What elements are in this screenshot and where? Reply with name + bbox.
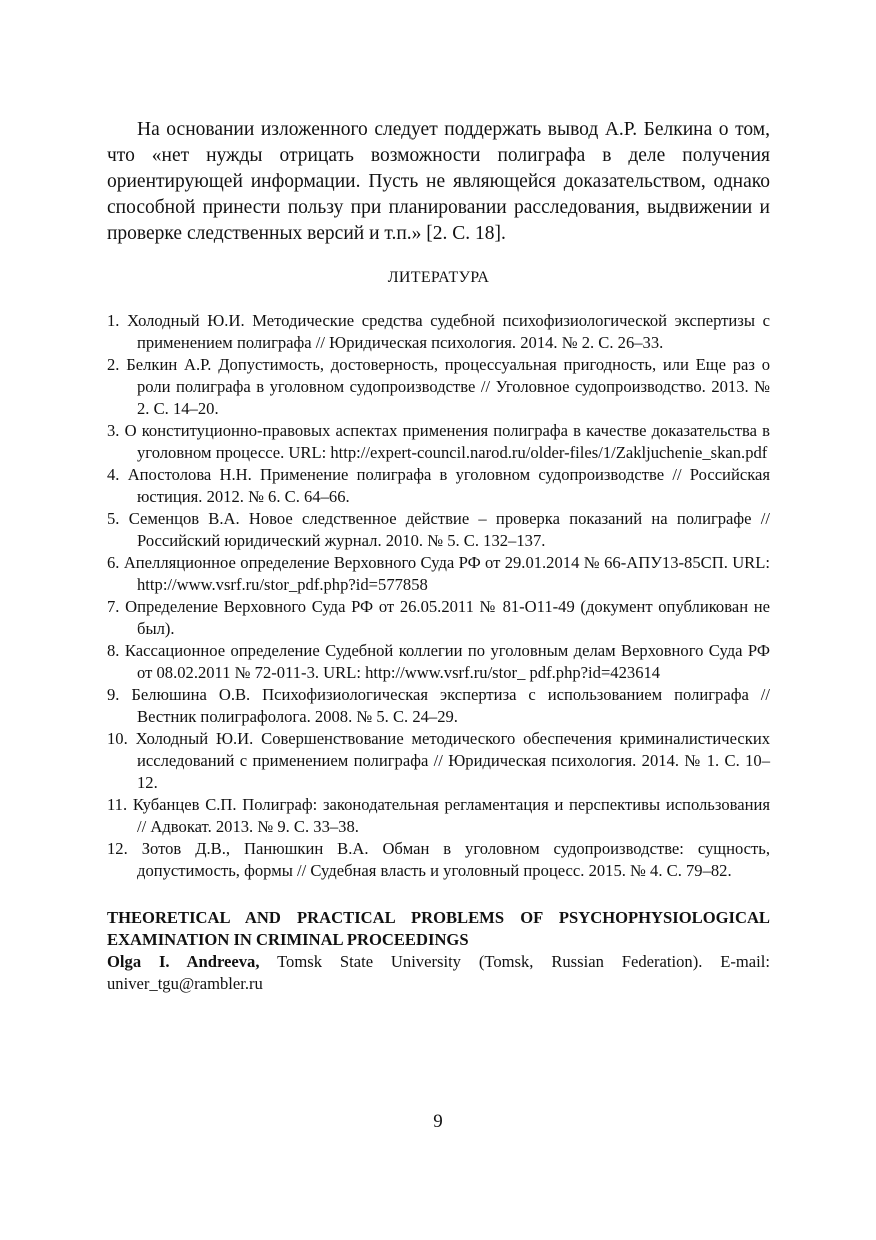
reference-item: 12. Зотов Д.В., Панюшкин В.А. Обман в уголовном судопроизводстве: сущность, допустимость, формы // Судебная власть и уголовный процесс. 2015. № 4. С. 79–82. — [107, 839, 770, 880]
reference-item: 10. Холодный Ю.И. Совершенствование методического обеспечения криминалистических исследований с применением полиграфа // Юридическая психология. 2014. № 1. С. 10–12. — [107, 729, 770, 792]
reference-item: 1. Холодный Ю.И. Методические средства судебной психофизиологической экспертизы с применением полиграфа // Юридическая психология. 2014. № 2. С. 26–33. — [107, 311, 771, 352]
reference-item: 3. О конституционно-правовых аспектах применения полиграфа в качестве доказательства в уголовном процессе. URL: http://expert-council.narod.ru/older-files/1/Zakljuchenie_skan.pdf — [107, 421, 770, 462]
author-line — [107, 951, 770, 995]
reference-item: 4. Апостолова Н.Н. Применение полиграфа в уголовном судопроизводстве // Российская юстиция. 2012. № 6. С. 64–66. — [107, 465, 770, 506]
page-number: 9 — [433, 1111, 443, 1132]
reference-item: 11. Кубанцев С.П. Полиграф: законодательная регламентация и перспективы использования // Адвокат. 2013. № 9. С. 33–38. — [107, 795, 770, 836]
reference-item: 8. Кассационное определение Судебной коллегии по уголовным делам Верховного Суда РФ от 08.02.2011 № 72-011-3. URL: http://www.vsrf.ru/stor_ pdf.php?id=423614 — [107, 641, 770, 682]
literature-heading: ЛИТЕРАТУРА — [387, 269, 490, 286]
intro-paragraph: На основании изложенного следует поддержать вывод А.Р. Белкина о том, что «нет нужды отрицать возможности полиграфа в деле получения ориентирующей информации. Пусть не являющейся доказательством, однако способной принести пользу при планировании расследования, выдвижении и проверке следственных версий и т.п.» [2. С. 18]. — [107, 119, 770, 244]
reference-item: 5. Семенцов В.А. Новое следственное действие – проверка показаний на полиграфе // Российский юридический журнал. 2010. № 5. С. 132–137. — [107, 509, 770, 550]
author-affiliation: Tomsk State University (Tomsk, Russian Federation). E-mail: univer_tgu@rambler.ru — [107, 952, 770, 993]
page-content — [107, 117, 770, 995]
reference-item: 9. Белюшина О.В. Психофизиологическая экспертиза с использованием полиграфа // Вестник полиграфолога. 2008. № 5. С. 24–29. — [107, 685, 770, 726]
author-name: Olga I. Andreeva, — [107, 952, 260, 971]
english-article-title: THEORETICAL AND PRACTICAL PROBLEMS OF PSYCHOPHYSIOLOGICAL EXAMINATION IN CRIMINAL PROCEEDINGS — [107, 908, 770, 949]
reference-item: 7. Определение Верховного Суда РФ от 26.05.2011 № 81-О11-49 (документ опубликован не был). — [107, 597, 770, 638]
reference-list — [107, 310, 770, 882]
reference-item: 6. Апелляционное определение Верховного Суда РФ от 29.01.2014 № 66-АПУ13-85СП. URL: http://www.vsrf.ru/stor_pdf.php?id=577858 — [107, 553, 770, 594]
reference-item: 2. Белкин А.Р. Допустимость, достоверность, процессуальная пригодность, или Еще раз о роли полиграфа в уголовном судопроизводстве // Уголовное судопроизводство. 2013. № 2. С. 14–20. — [107, 355, 771, 418]
